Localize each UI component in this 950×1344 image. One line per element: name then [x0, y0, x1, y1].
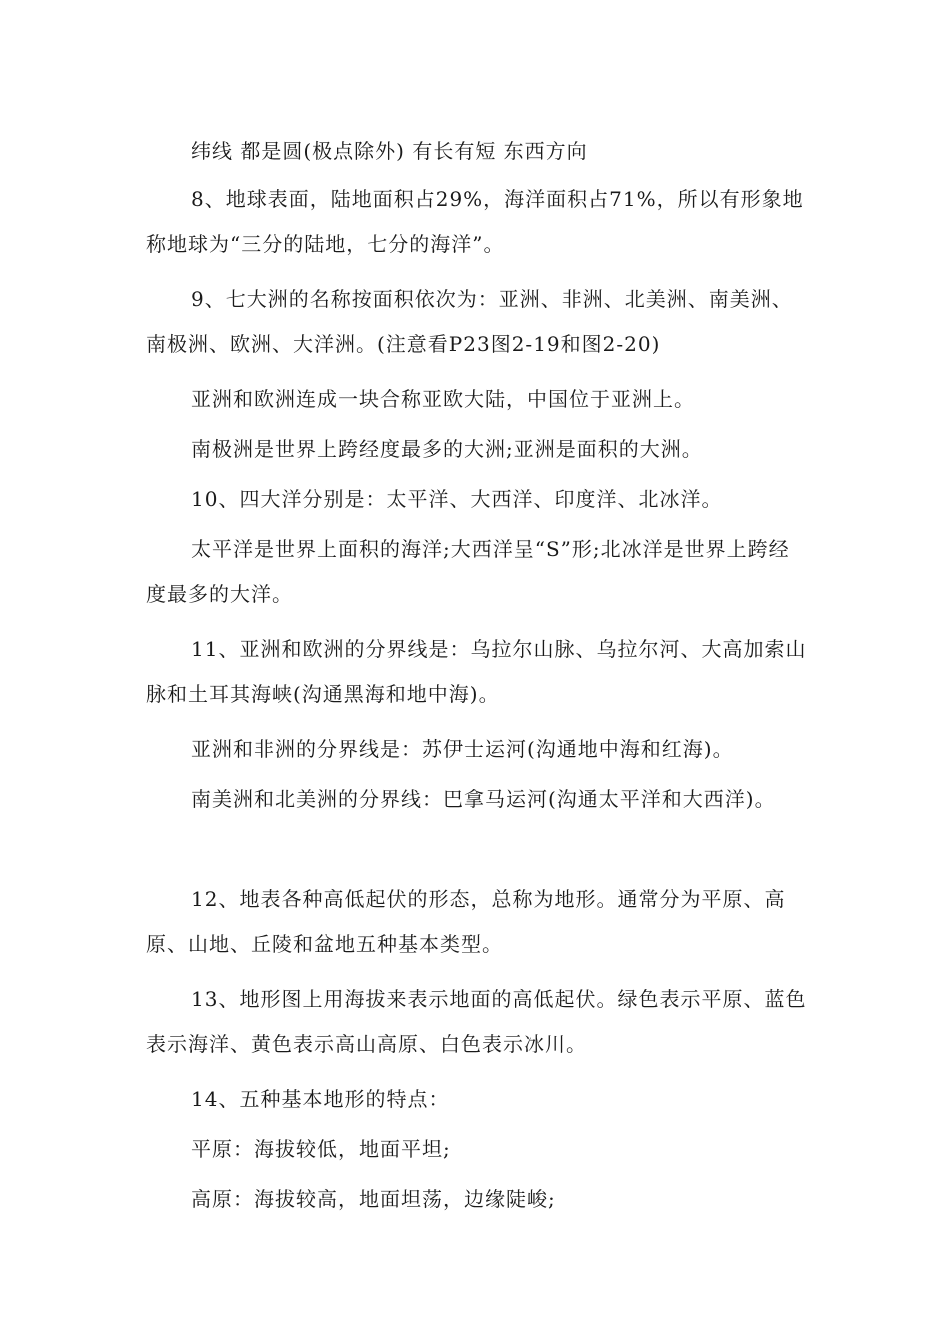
paragraph-item-12: 12、地表各种高低起伏的形态，总称为地形。通常分为平原、高原、山地、丘陵和盆地五种基本类型。 [146, 887, 786, 956]
paragraph-item-11: 11、亚洲和欧洲的分界线是：乌拉尔山脉、乌拉尔河、大高加索山脉和土耳其海峡(沟通黑海和地中海)。 [146, 637, 807, 706]
paragraph-item-8: 8、地球表面，陆地面积占29%，海洋面积占71%，所以有形象地称地球为“三分的陆地，七分的海洋”。 [146, 187, 804, 256]
paragraph-item-10: 10、四大洋分别是：太平洋、大西洋、印度洋、北冰洋。 [191, 487, 723, 511]
paragraph-eurasia: 亚洲和欧洲连成一块合称亚欧大陆，中国位于亚洲上。 [191, 387, 695, 411]
paragraph-asia-africa-boundary: 亚洲和非洲的分界线是：苏伊士运河(沟通地中海和红海)。 [191, 737, 734, 761]
paragraph-americas-boundary: 南美洲和北美洲的分界线：巴拿马运河(沟通太平洋和大西洋)。 [191, 787, 776, 811]
paragraph-item-9: 9、七大洲的名称按面积依次为：亚洲、非洲、北美洲、南美洲、南极洲、欧洲、大洋洲。(注意看P23图2-19和图2-20) [146, 287, 793, 356]
paragraph-plain: 平原：海拔较低，地面平坦; [191, 1137, 451, 1161]
paragraph-antarctica: 南极洲是世界上跨经度最多的大洲;亚洲是面积的大洲。 [191, 437, 703, 461]
paragraph-latitude: 纬线 都是圆(极点除外) 有长有短 东西方向 [191, 139, 588, 163]
paragraph-item-13: 13、地形图上用海拔来表示地面的高低起伏。绿色表示平原、蓝色表示海洋、黄色表示高山高原、白色表示冰川。 [146, 987, 807, 1056]
paragraph-plateau: 高原：海拔较高，地面坦荡，边缘陡峻; [191, 1187, 556, 1211]
paragraph-pacific: 太平洋是世界上面积的海洋;大西洋呈“S”形;北冰洋是世界上跨经度最多的大洋。 [146, 537, 790, 606]
paragraph-item-14: 14、五种基本地形的特点： [191, 1087, 450, 1111]
